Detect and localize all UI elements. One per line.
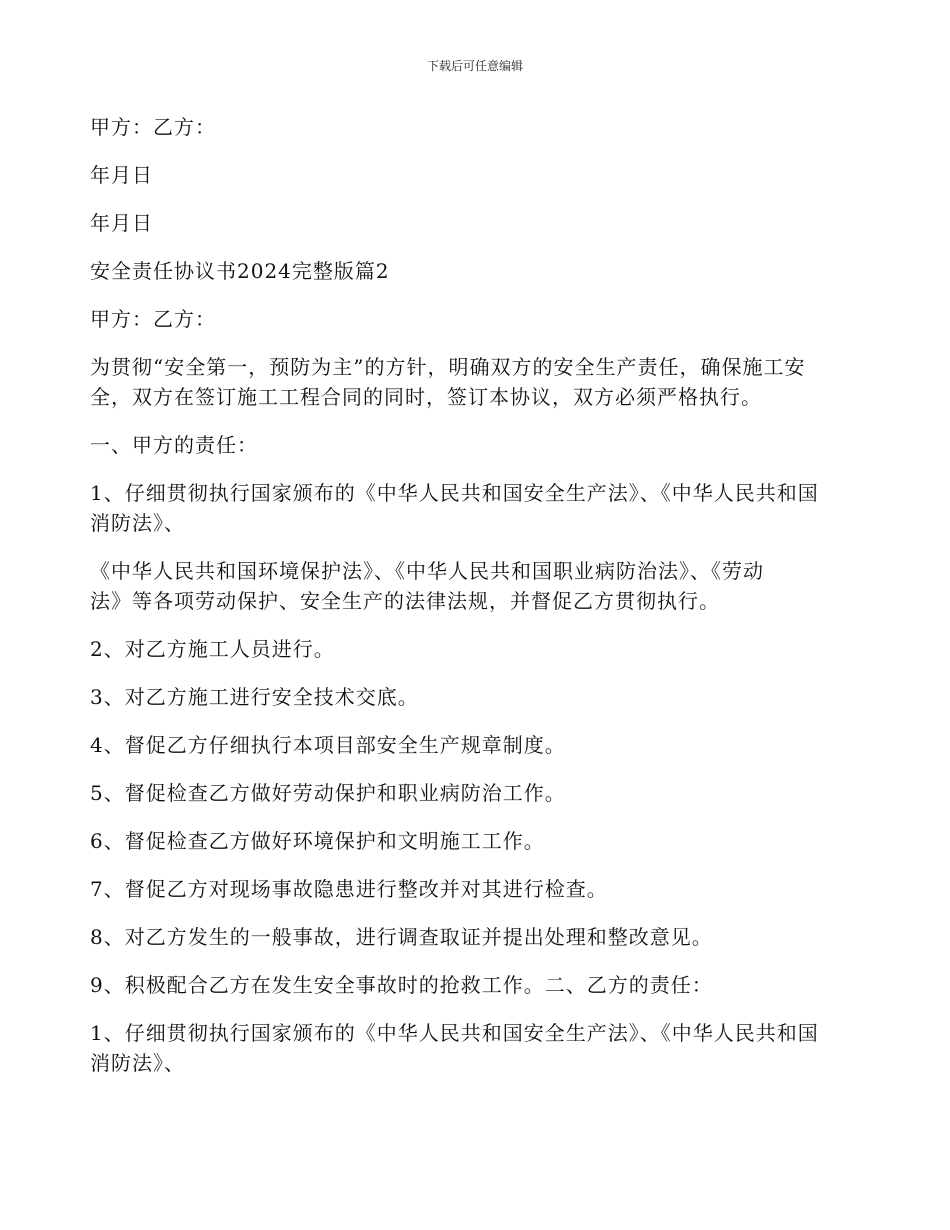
clause-item — [90, 730, 870, 760]
text-line: 3、对乙方施工进行安全技术交底。 — [90, 685, 419, 709]
text-line: 消防法》、 — [90, 1051, 185, 1075]
date-line — [90, 160, 870, 190]
clause-item — [90, 634, 870, 664]
text-line: 2、对乙方施工人员进行。 — [90, 637, 335, 661]
text-line: 1、仔细贯彻执行国家颁布的《中华人民共和国安全生产法》、《中华人民共和国 — [90, 1021, 819, 1045]
text-line: 《中华人民共和国环境保护法》、《中华人民共和国职业病防治法》、《劳动 — [90, 559, 764, 583]
text-line: 7、督促乙方对现场事故隐患进行整改并对其进行检查。 — [90, 877, 608, 901]
text-line: 1、仔细贯彻执行国家颁布的《中华人民共和国安全生产法》、《中华人民共和国 — [90, 481, 819, 505]
clause-item — [90, 556, 870, 616]
clause-item — [90, 1018, 870, 1078]
text-line: 甲方：乙方： — [90, 115, 216, 139]
text-line: 8、对乙方发生的一般事故，进行调查取证并提出处理和整改意见。 — [90, 925, 713, 949]
section-title — [90, 256, 870, 286]
intro-paragraph — [90, 352, 870, 412]
text-line: 一、甲方的责任： — [90, 433, 258, 457]
text-line: 安全责任协议书2024完整版篇2 — [90, 259, 390, 283]
clause-item — [90, 682, 870, 712]
clause-item — [90, 826, 870, 856]
date-line — [90, 208, 870, 238]
party-line — [90, 304, 870, 334]
clause-item — [90, 778, 870, 808]
clause-item — [90, 478, 870, 538]
text-line: 4、督促乙方仔细执行本项目部安全生产规章制度。 — [90, 733, 566, 757]
text-line: 5、督促检查乙方做好劳动保护和职业病防治工作。 — [90, 781, 566, 805]
clause-item — [90, 874, 870, 904]
text-line: 年月日 — [90, 163, 153, 187]
page-header-note: 下载后可任意编辑 — [426, 59, 523, 73]
text-line: 9、积极配合乙方在发生安全事故时的抢救工作。二、乙方的责任： — [90, 973, 713, 997]
text-line: 为贯彻“安全第一，预防为主”的方针，明确双方的安全生产责任，确保施工安 — [90, 355, 806, 379]
text-line: 法》等各项劳动保护、安全生产的法律法规，并督促乙方贯彻执行。 — [90, 589, 720, 613]
party-line — [90, 112, 870, 142]
text-line: 消防法》、 — [90, 511, 185, 535]
text-line: 全，双方在签订施工工程合同的同时，签订本协议，双方必须严格执行。 — [90, 385, 762, 409]
clause-item — [90, 970, 870, 1000]
text-line: 年月日 — [90, 211, 153, 235]
document-body — [90, 112, 870, 1096]
clause-item — [90, 922, 870, 952]
text-line: 甲方：乙方： — [90, 307, 216, 331]
text-line: 6、督促检查乙方做好环境保护和文明施工工作。 — [90, 829, 545, 853]
clause-heading — [90, 430, 870, 460]
